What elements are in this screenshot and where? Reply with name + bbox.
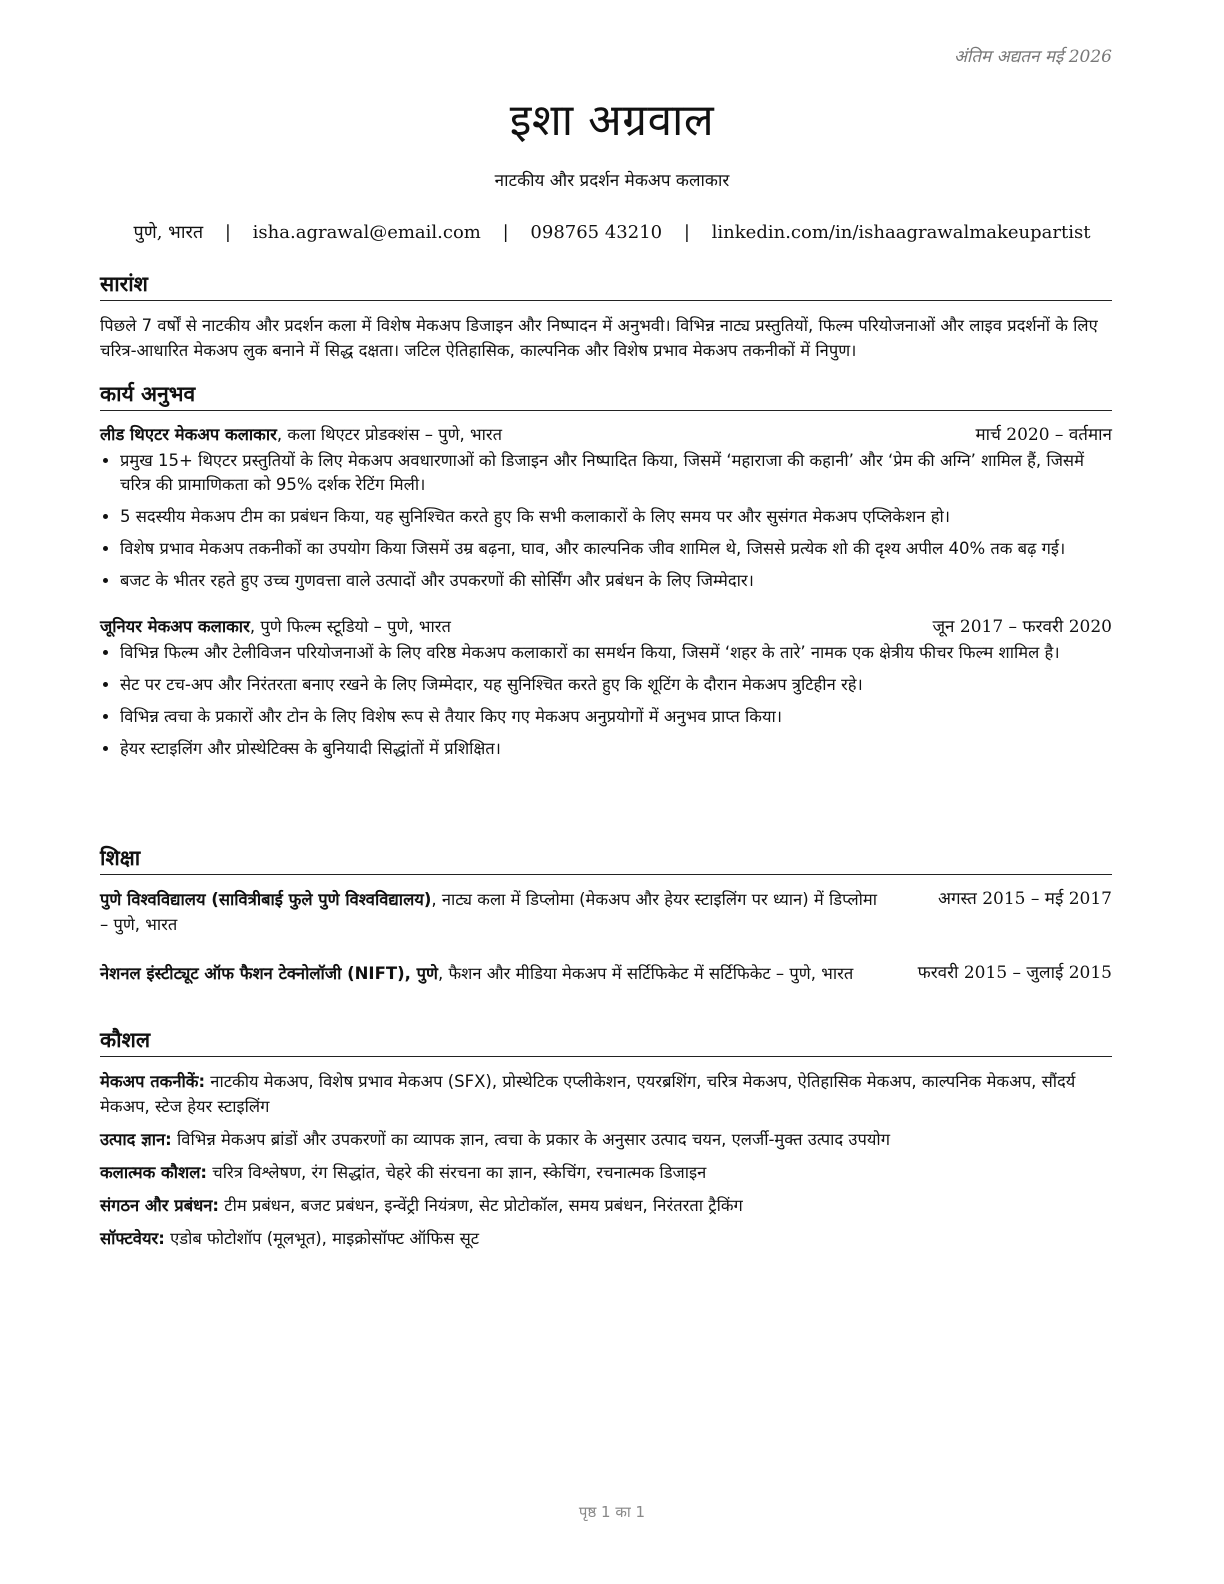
contact-separator: | — [683, 222, 690, 243]
skill-value: विभिन्न मेकअप ब्रांडों और उपकरणों का व्यापक ज्ञान, त्वचा के प्रकार के अनुसार उत्पाद चयन, एलर्जी-मुक्त उत्पाद उपयोग — [171, 1130, 890, 1149]
contact-linkedin[interactable]: linkedin.com/in/ishaagrawalmakeupartist — [711, 222, 1091, 243]
job-bullet: • प्रमुख 15+ थिएटर प्रस्तुतियों के लिए मेकअप अवधारणाओं को डिजाइन और निष्पादित किया, जिसमें ‘महाराजा की कहानी’ और ‘प्रेम की अग्नि’ शामिल हैं, जिसमें चरित्र की प्रामाणिकता को 95% दर्शक रेटिंग मिली। — [120, 449, 1112, 497]
summary-heading: सारांश — [100, 270, 1112, 301]
skill-line — [100, 1069, 1112, 1119]
job-bullets — [100, 449, 1112, 593]
job-role — [100, 423, 502, 447]
education-dates: अगस्त 2015 – मई 2017 — [937, 889, 1112, 909]
education-heading: शिक्षा — [100, 844, 1112, 875]
education-institution: नेशनल इंस्टीट्यूट ऑफ फैशन टेक्नोलॉजी (NIFT), पुणे — [100, 964, 438, 983]
skill-label: सॉफ्टवेयर: — [100, 1229, 165, 1248]
skill-line — [100, 1127, 1112, 1152]
last-updated-note: अंतिम अद्यतन मई 2026 — [953, 47, 1112, 67]
job-header — [100, 615, 1112, 639]
job-entry — [100, 615, 1112, 761]
contact-separator: | — [224, 222, 231, 243]
skill-label: मेकअप तकनीकें: — [100, 1072, 206, 1091]
education-entry — [100, 887, 1112, 937]
skill-value: नाटकीय मेकअप, विशेष प्रभाव मेकअप (SFX), प्रोस्थेटिक एप्लीकेशन, एयरब्रशिंग, चरित्र मेकअप, ऐतिहासिक मेकअप, काल्पनिक मेकअप, सौंदर्य मेकअप, स्टेज हेयर स्टाइलिंग — [100, 1072, 1076, 1116]
job-bullet: • विशेष प्रभाव मेकअप तकनीकों का उपयोग किया जिसमें उम्र बढ़ना, घाव, और काल्पनिक जीव शामिल थे, जिससे प्रत्येक शो की दृश्य अपील 40% तक बढ़ गई। — [120, 537, 1112, 561]
skill-value: चरित्र विश्लेषण, रंग सिद्धांत, चेहरे की संरचना का ज्ञान, स्केचिंग, रचनात्मक डिजाइन — [207, 1163, 707, 1182]
job-title: लीड थिएटर मेकअप कलाकार — [100, 425, 277, 444]
job-dates: मार्च 2020 – वर्तमान — [975, 425, 1112, 445]
job-dates: जून 2017 – फरवरी 2020 — [932, 617, 1112, 637]
job-title: जूनियर मेकअप कलाकार — [100, 617, 250, 636]
contact-separator: | — [502, 222, 509, 243]
job-org: , कला थिएटर प्रोडक्शंस – पुणे, भारत — [276, 425, 503, 444]
job-header — [100, 423, 1112, 447]
job-bullet: • सेट पर टच-अप और निरंतरता बनाए रखने के लिए जिम्मेदार, यह सुनिश्चित करते हुए कि शूटिंग के दौरान मेकअप त्रुटिहीन रहे। — [120, 673, 1112, 697]
contact-phone[interactable]: 098765 43210 — [530, 222, 663, 243]
job-bullet: • विभिन्न फिल्म और टेलीविजन परियोजनाओं के लिए वरिष्ठ मेकअप कलाकारों का समर्थन किया, जिसमें ‘शहर के तारे’ नामक एक क्षेत्रीय फीचर फिल्म शामिल है। — [120, 641, 1112, 665]
education-institution: पुणे विश्वविद्यालय (सावित्रीबाई फुले पुणे विश्वविद्यालय) — [100, 890, 432, 909]
education-dates: फरवरी 2015 – जुलाई 2015 — [917, 963, 1112, 983]
skill-line — [100, 1193, 1112, 1218]
experience-section — [100, 380, 1112, 769]
job-bullets — [100, 641, 1112, 761]
education-detail: , फैशन और मीडिया मेकअप में सर्टिफिकेट में सर्टिफिकेट – पुणे, भारत — [437, 964, 854, 983]
skill-label: कलात्मक कौशल: — [100, 1163, 208, 1182]
summary-text: पिछले 7 वर्षों से नाटकीय और प्रदर्शन कला में विशेष मेकअप डिजाइन और निष्पादन में अनुभवी। विभिन्न नाट्य प्रस्तुतियों, फिल्म परियोजनाओं और लाइव प्रदर्शनों के लिए चरित्र-आधारित मेकअप लुक बनाने में सिद्ध दक्षता। जटिल ऐतिहासिक, काल्पनिक और विशेष प्रभाव मेकअप तकनीकों में निपुण। — [100, 316, 1098, 360]
job-bullet: • हेयर स्टाइलिंग और प्रोस्थेटिक्स के बुनियादी सिद्धांतों में प्रशिक्षित। — [120, 737, 1112, 761]
resume-name: इशा अग्रवाल — [509, 95, 715, 146]
contact-location: पुणे, भारत — [133, 222, 204, 243]
job-bullet: • 5 सदस्यीय मेकअप टीम का प्रबंधन किया, यह सुनिश्चित करते हुए कि सभी कलाकारों के लिए समय पर और सुसंगत मेकअप एप्लिकेशन हो। — [120, 505, 1112, 529]
skill-value: एडोब फोटोशॉप (मूलभूत), माइक्रोसॉफ्ट ऑफिस सूट — [164, 1229, 480, 1248]
job-bullet: • बजट के भीतर रहते हुए उच्च गुणवत्ता वाले उत्पादों और उपकरणों की सोर्सिंग और प्रबंधन के लिए जिम्मेदार। — [120, 569, 1112, 593]
skill-value: टीम प्रबंधन, बजट प्रबंधन, इन्वेंट्री नियंत्रण, सेट प्रोटोकॉल, समय प्रबंधन, निरंतरता ट्रैकिंग — [219, 1196, 743, 1215]
skill-line — [100, 1226, 1112, 1251]
skill-line — [100, 1160, 1112, 1185]
job-org: , पुणे फिल्म स्टूडियो – पुणे, भारत — [249, 617, 451, 636]
skill-label: संगठन और प्रबंधन: — [100, 1196, 220, 1215]
contact-line — [0, 220, 1224, 244]
education-section — [100, 844, 1112, 986]
skills-heading: कौशल — [100, 1026, 1112, 1057]
education-entry — [100, 961, 1112, 986]
skill-label: उत्पाद ज्ञान: — [100, 1130, 172, 1149]
experience-heading: कार्य अनुभव — [100, 380, 1112, 411]
resume-tagline: नाटकीय और प्रदर्शन मेकअप कलाकार — [494, 171, 730, 191]
page-number: पृष्ठ 1 का 1 — [578, 1503, 646, 1521]
education-detail: , नाट्य कला में डिप्लोमा (मेकअप और हेयर स्टाइलिंग पर ध्यान) में डिप्लोमा – पुणे, भारत — [100, 890, 878, 934]
education-description — [100, 887, 890, 937]
contact-email[interactable]: isha.agrawal@email.com — [252, 222, 481, 243]
job-bullet: • विभिन्न त्वचा के प्रकारों और टोन के लिए विशेष रूप से तैयार किए गए मेकअप अनुप्रयोगों में अनुभव प्राप्त किया। — [120, 705, 1112, 729]
job-entry — [100, 423, 1112, 593]
summary-section — [100, 270, 1112, 363]
education-description — [100, 961, 890, 986]
skills-section — [100, 1026, 1112, 1259]
job-role — [100, 615, 451, 639]
